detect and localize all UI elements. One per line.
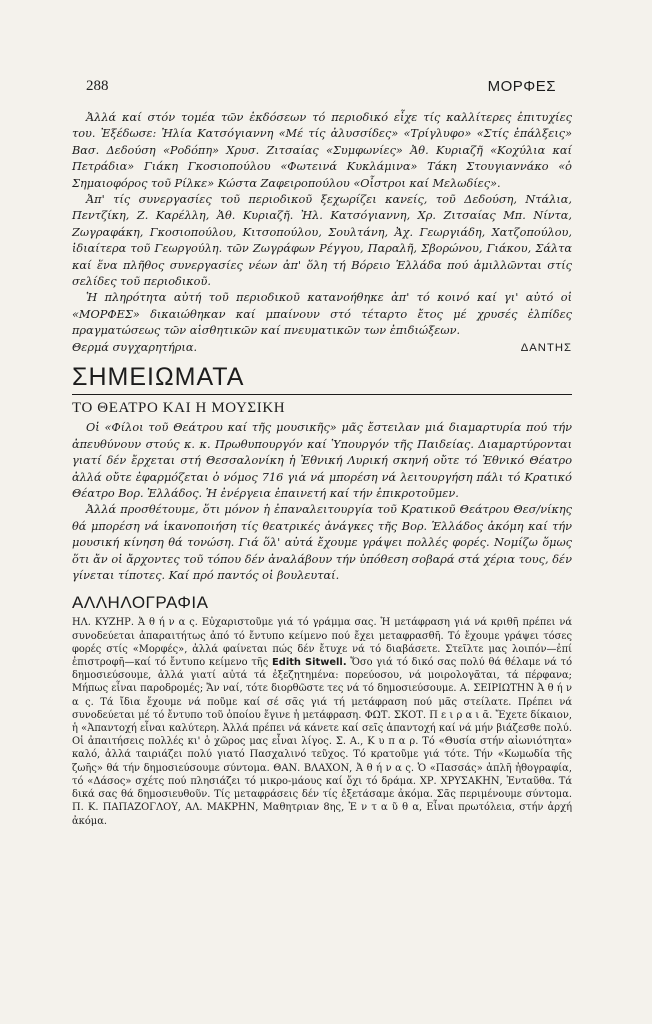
correspondence-bold-name: Edith Sitwell. [272, 657, 347, 669]
article-paragraph-2: Ἀπ' τίς συνεργασίες τοῦ περιοδικοῦ ξεχωρίζει κανείς, τοῦ Δεδούση, Ντάλια, Πεντζίκη, Ζ. Καρέλλη, Ἀθ. Κυριαζῆ. Ἠλ. Κατσόγιαννη, Χρ. Ζιτσαίας Μπ. Νίντα, Ζωγραφάκη, Γκοσιοπούλου, Κιτσοπούλου, Σουλτάνη, Ἀχ. Γεωργιάδη, Χατζοπούλου, ἰδιαίτερα τοῦ Γεωργούλη. τῶν Ζωγράφων Ρέγγου, Παραλῆ, Σβορώνου, Γιάκου, Σάλτα καί ἕνα πλῆθος συνεργασίες νέων ἀπ' ὅλη τή Βόρειο Ἑλλάδα πού ἁμιλλῶνται στίς σελίδες τοῦ περιοδικοῦ. [72, 193, 572, 289]
notes-paragraph-2: Ἀλλά προσθέτουμε, ὅτι μόνον ἡ ἐπαναλειτουργία τοῦ Κρατικοῦ Θεάτρου Θεσ/νίκης θά μπορέση νά ἱκανοποιήση τίς θεατρικές ἀνάγκες τῆς Βορ. Ἑλλάδος ἀκόμη καί τήν μουσική κίνηση θά τονώση. Γιά ὅλ' αὐτά ἔχουμε γράψει πολλές φορές. Νομίζω ὅμως ὅτι ἄν οἱ ἄρχοντες τοῦ τόπου δέν ἀναλάβουν τήν ὑπόθεση σοβαρά στά χέρια τους, δέν γίνεται τίποτες. Καί πρό παντός οἱ βουλευταί. [72, 503, 572, 583]
section-divider [72, 394, 572, 395]
correspondence-text-part-2: Ὅσο γιά τό δικό σας πολύ θά θέλαμε νά τό δημοσιεύσουμε, ἀλλά γιατί αὐτά τά ἐξεζητημένα: πορεύοσου, νά μοιρολογᾶται, τά πέρφανα; Μήπως εἶναι παροδρομές; Ἄν ναί, τότε διορθῶστε τες νά τό δημοσιεύσουμε. Α. ΣΕΙΡΙΩΤΗΝ Ἀ θ ή ν α ς. Τά ἴδια ἔχουμε νά ποῦμε καί σέ σᾶς γιά τή μετάφραση πού μᾶς στείλατε. Πρέπει νά συνοδεύεται μέ τό ἔντυπο τοῦ ὁποίου ἔγινε ἡ μετάφραση. ΦΩΤ. ΣΚΟΤ. Π ε ι ρ α ι ᾶ. Ἔχετε δίκαιον, ἡ «Ἀπαντοχή εἶναι καλύτερη. Ἀλλά πρέπει νά κάνετε καί σεῖς ἀπαντοχή καί νά μήν βιάζεσθε πολύ. Οἱ ἀπαιτήσεις πολλές κι' ὁ χῶρος μας εἶναι λίγος. Σ. Α., Κ υ π α ρ. Τό «Θυσία στήν αἰωνιότητα» καλό, ἀλλά ταιριάζει πολύ γιατό Πασχαλινό τεῦχος. Τό κρατοῦμε γιά τότε. Τήν «Κωμωδία τῆς ζωῆς» θά τήν δημοσιεύσουμε σύντομα. ΘΑΝ. ΒΛΑΧΟΝ, Ἀ θ ή ν α ς. Ὁ «Πασσάς» ἀπλῆ ἠθογραφία, τό «Δάσος» σχέτς πού πλησιάζει τό μικρο-μάους καί ὄχι τό δράμα. ΧΡ. ΧΡΥΣΑΚΗΝ, Ἐνταῦθα. Τά δικά σας θά δημοσιευθοῦν. Τίς μεταφράσεις δέν τίς ἐξετάσαμε ἀκόμα. Σᾶς περιμένουμε σύντομα. Π. Κ. ΠΑΠΑΖΟΓΛΟΥ, ΑΛ. ΜΑΚΡΗΝ, Μαθητριαν 8ης, Ἐ ν τ α ῦ θ α, Εἶναι πρωτόλεια, στήν ἀρχή ἀκόμα. [72, 657, 573, 827]
notes-subsection-title: ΤΟ ΘΕΑΤΡΟ ΚΑΙ Η ΜΟΥΣΙΚΗ [72, 400, 286, 417]
article-signoff [72, 340, 572, 356]
article-author: ΔΑΝΤΗΣ [520, 341, 572, 354]
correspondence-title: ΑΛΛΗΛΟΓΡΑΦΙΑ [72, 593, 209, 613]
notes-section-title: ΣΗΜΕΙΩΜΑΤΑ [72, 363, 245, 392]
page-content [72, 110, 572, 828]
page-number: 288 [86, 78, 109, 94]
notes-paragraph-1: Οἱ «Φίλοι τοῦ Θεάτρου καί τῆς μουσικῆς» μᾶς ἔστειλαν μιά διαμαρτυρία πού τήν ἀπευθύνουν στούς κ. κ. Πρωθυπουργόν καί Ὑπουργόν τῆς Παιδείας. Διαμαρτύρονται γιατί δέν ἔρχεται στή Θεσσαλονίκη ἡ Ἐθνική Λυρική σκηνή οὔτε τό Ἐθνικό Θέατρο ἀλλά οὔτε ἐφαρμόζεται ὁ νόμος 716 γιά νά μπορέση νά λειτουργήση πάλι τό Κρατικό Θέατρο Βορ. Ἑλλάδος. Ἡ ἐνέργεια ἐπαινετή καί τήν ἐπικροτοῦμεν. [72, 421, 572, 501]
correspondence-text [72, 616, 572, 827]
article-paragraph-3: Ἡ πληρότητα αὐτή τοῦ περιοδικοῦ κατανοήθηκε ἀπ' τό κοινό καί γι' αὐτό οἱ «ΜΟΡΦΕΣ» δικαιώθηκαν καί μπαίνουν στό τέταρτο ἔτος μέ χρυσές ἐλπίδες πραγματώσεως τῶν αἰσθητικῶν καί πνευματικῶν των ἐπιδιώξεων. [72, 291, 572, 338]
article-paragraph-1: Ἀλλά καί στόν τομέα τῶν ἐκδόσεων τό περιοδικό εἶχε τίς καλλίτερες ἐπιτυχίες του. Ἐξέδωσε: Ἠλία Κατσόγιαννη «Μέ τίς ἀλυσσίδες» «Τρίγλυφο» «Στίς ἐπάλξεις» Βασ. Δεδούση «Ροδόπη» Χρυσ. Ζιτσαίας «Συμφωνίες» Ἀθ. Κυριαζῆ «Κοχύλια καί Πετράδια» Γιάκη Γκοσιοπούλου «Φωτεινά Κυκλάμινα» Τάκη Στουγιαννάκο «ὁ Σημαιοφόρος τοῦ Ρίλκε» Κώστα Ζαφειροπούλου «Οἶστροι καί Μελωδίες». [72, 111, 572, 190]
correspondence-text-part-1: ΗΛ. ΚΥΖΗΡ. Ἀ θ ή ν α ς. Εὐχαριστοῦμε γιά τό γράμμα σας. Ἡ μετάφραση γιά νά κριθῆ πρέπει νά συνοδεύεται ἀπαραιτήτως ἀπό τό ἔντυπο κείμενο πού ἔχει μεταφρασθῆ. Τό ἔχουμε γράψει τόσες φορές στίς «Μορφές», ἀλλά φαίνεται πώς δέν ἔτυχε νά τό διαβάσετε. Στεῖλτε μας λοιπόν—ἐπί ἐπιστροφῆ—καί τό ἔντυπο κείμενο τῆς [72, 617, 572, 669]
journal-title: ΜΟΡΦΕΣ [487, 78, 556, 95]
page-header [86, 78, 556, 100]
article-closing: Θερμά συγχαρητήρια. [72, 340, 198, 354]
